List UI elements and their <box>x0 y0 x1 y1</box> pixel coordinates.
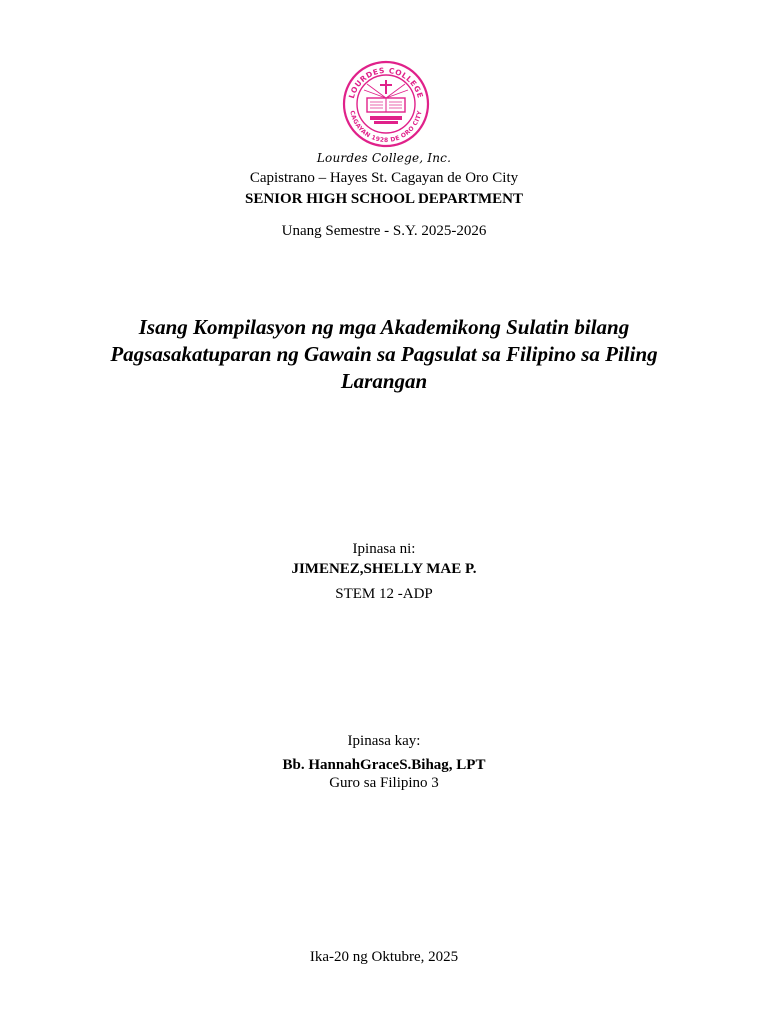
title-line: Isang Kompilasyon ng mga Akademikong Sulatin bilang <box>138 315 630 339</box>
title-line: Pagsasakatuparan ng Gawain sa Pagsulat sa Filipino sa Piling <box>110 342 658 366</box>
document-title <box>30 314 738 395</box>
teacher-role: Guro sa Filipino 3 <box>329 775 439 791</box>
school-name: Lourdes College, Inc. <box>316 151 452 165</box>
school-address: Capistrano – Hayes St. Cagayan de Oro City <box>249 170 519 186</box>
department-name: SENIOR HIGH SCHOOL DEPARTMENT <box>245 191 523 207</box>
school-year: Unang Semestre - S.Y. 2025-2026 <box>281 223 487 239</box>
seal-arc-bottom-text: CAGAYAN 1928 DE ORO CITY <box>348 109 424 145</box>
submitted-to-label: Ipinasa kay: <box>347 733 421 749</box>
submitted-by-label: Ipinasa ni: <box>352 541 416 557</box>
seal-arc-top-text: LOURDES COLLEGE <box>346 65 426 100</box>
author-name: JIMENEZ,SHELLY MAE P. <box>291 561 477 577</box>
title-line: Larangan <box>340 369 428 393</box>
seal-emblem <box>364 80 408 124</box>
author-section: STEM 12 -ADP <box>335 586 433 602</box>
school-seal-icon <box>336 60 436 148</box>
submission-date: Ika-20 ng Oktubre, 2025 <box>309 949 459 965</box>
teacher-name: Bb. HannahGraceS.Bihag, LPT <box>282 757 486 773</box>
